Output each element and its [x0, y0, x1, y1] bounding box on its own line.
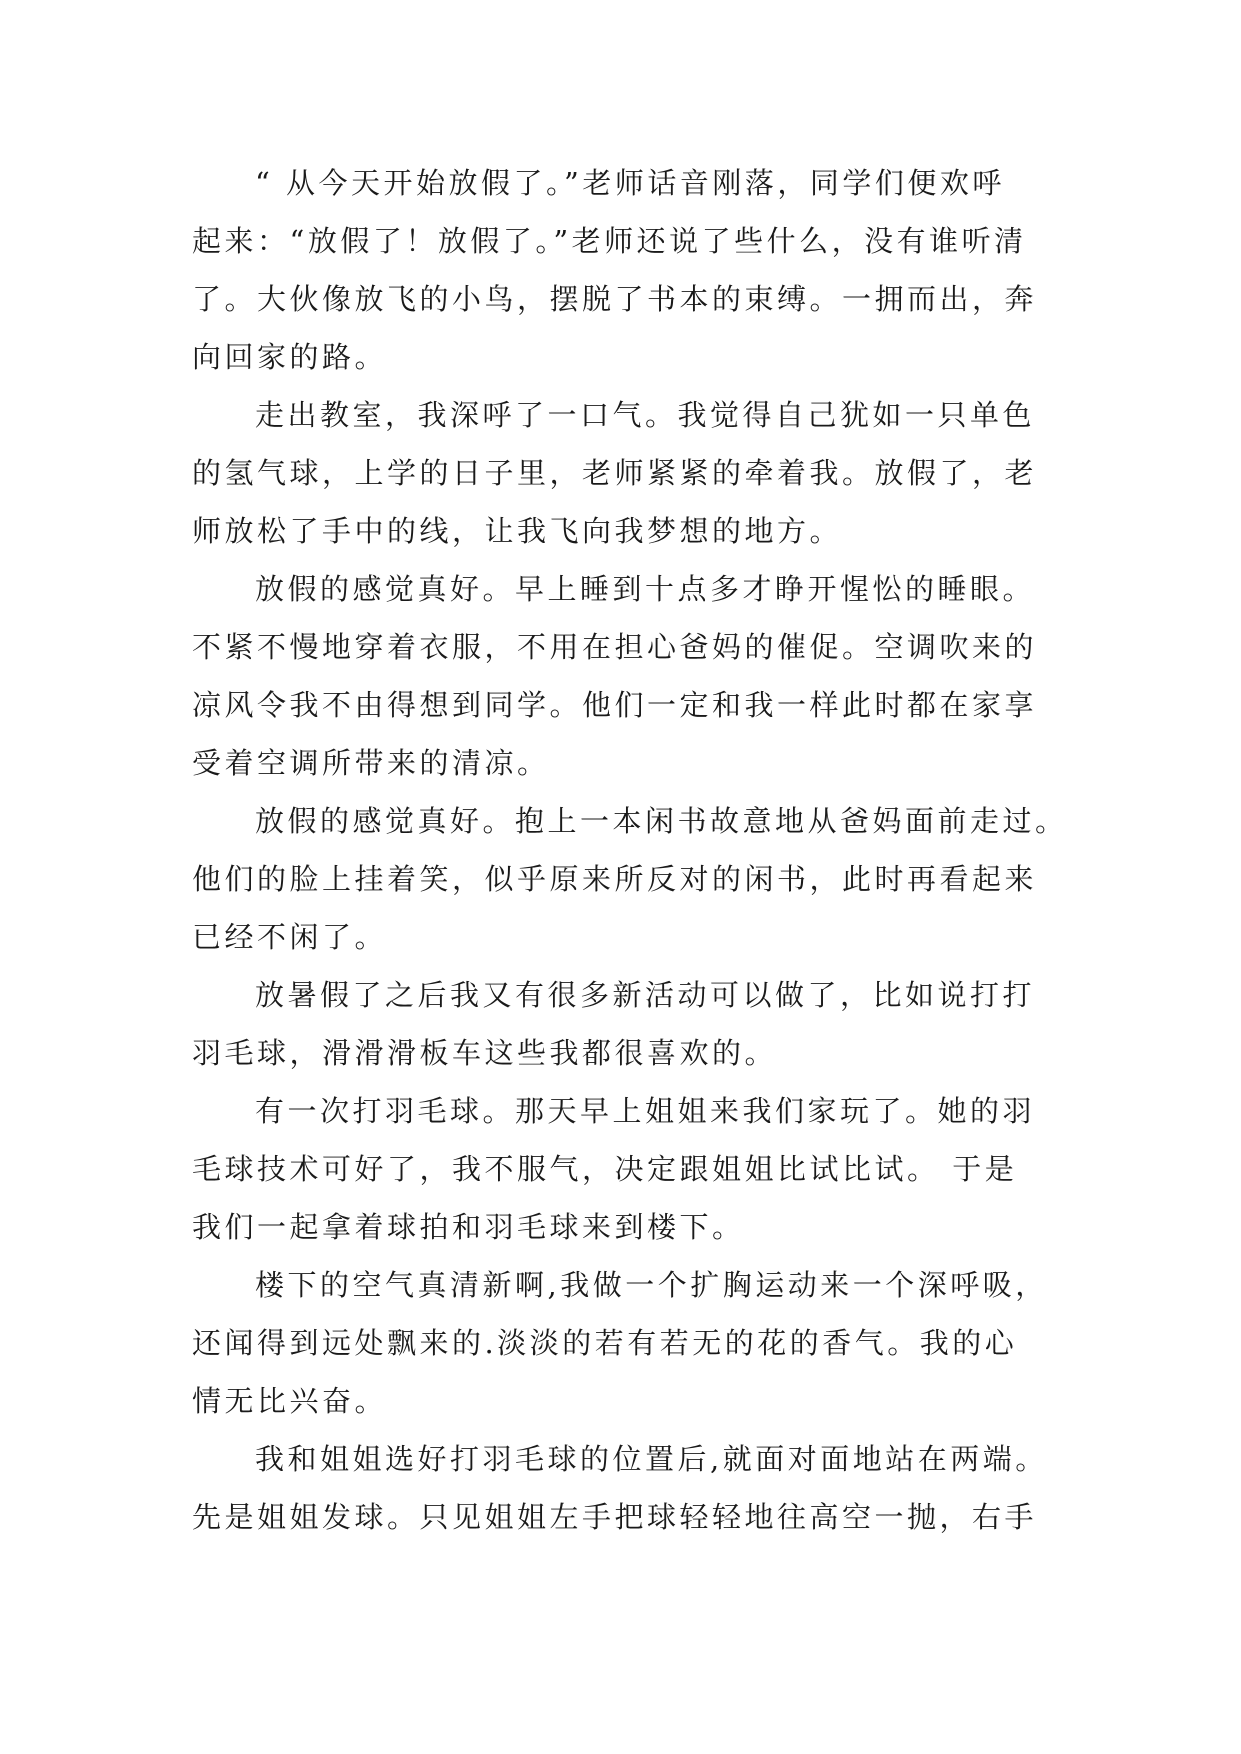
text-line: 走出教室，我深呼了一口气。我觉得自己犹如一只单色: [255, 398, 1036, 432]
text-line: 已经不闲了。: [192, 920, 388, 954]
text-line: 还闻得到远处飘来的.淡淡的若有若无的花的香气。我的心: [192, 1326, 1018, 1360]
text-line: 有一次打羽毛球。那天早上姐姐来我们家玩了。她的羽: [255, 1094, 1036, 1128]
text-line: 毛球技术可好了，我不服气，决定跟姐姐比试比试。 于是: [192, 1152, 1018, 1186]
text-line: 羽毛球，滑滑滑板车这些我都很喜欢的。: [192, 1036, 778, 1070]
text-line: “ 从今天开始放假了。”老师话音刚落，同学们便欢呼: [255, 166, 1005, 200]
text-line: 了。大伙像放飞的小鸟，摆脱了书本的束缚。一拥而出，奔: [192, 282, 1038, 316]
text-line: 的氢气球，上学的日子里，老师紧紧的牵着我。放假了，老: [192, 456, 1038, 490]
text-line: 我和姐姐选好打羽毛球的位置后,就面对面地站在两端。: [255, 1442, 1048, 1476]
text-line: 楼下的空气真清新啊,我做一个扩胸运动来一个深呼吸，: [255, 1268, 1048, 1302]
text-line: 他们的脸上挂着笑，似乎原来所反对的闲书，此时再看起来: [192, 862, 1038, 896]
text-line: 情无比兴奋。: [192, 1384, 388, 1418]
text-line: 我们一起拿着球拍和羽毛球来到楼下。: [192, 1210, 745, 1244]
text-line: 师放松了手中的线，让我飞向我梦想的地方。: [192, 514, 843, 548]
text-line: 受着空调所带来的清凉。: [192, 746, 550, 780]
text-line: 凉风令我不由得想到同学。他们一定和我一样此时都在家享: [192, 688, 1038, 722]
text-line: 放假的感觉真好。早上睡到十点多才睁开惺忪的睡眼。: [255, 572, 1036, 606]
document-body: [192, 154, 1068, 1546]
text-line: 起来：“放假了！放假了。”老师还说了些什么，没有谁听清: [192, 224, 1027, 258]
text-line: 先是姐姐发球。只见姐姐左手把球轻轻地往高空一抛，右手: [192, 1500, 1038, 1534]
text-line: 放假的感觉真好。抱上一本闲书故意地从爸妈面前走过。: [255, 804, 1068, 838]
text-line: 不紧不慢地穿着衣服，不用在担心爸妈的催促。空调吹来的: [192, 630, 1038, 664]
text-line: 向回家的路。: [192, 340, 388, 374]
text-line: 放暑假了之后我又有很多新活动可以做了，比如说打打: [255, 978, 1036, 1012]
